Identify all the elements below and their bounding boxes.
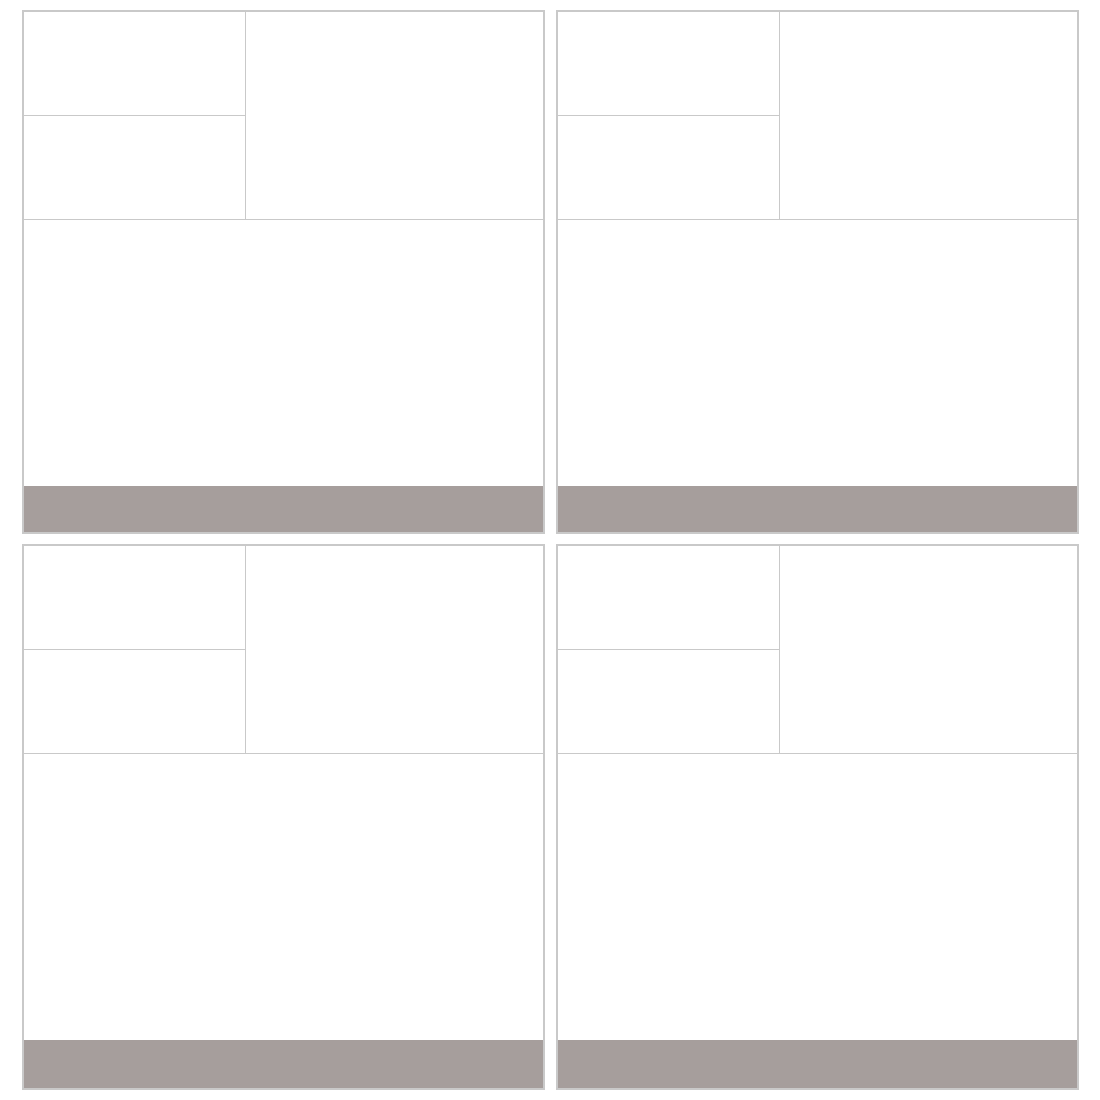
measurement-header [24, 12, 543, 220]
foot-diagram [780, 12, 1077, 220]
usual-size-box [24, 546, 246, 650]
review-card-s [22, 10, 545, 534]
foot-illustration-icon [246, 546, 546, 754]
usual-size-box [558, 12, 780, 116]
measurement-header [558, 546, 1077, 754]
review-card-m [556, 10, 1079, 534]
foot-diagram [246, 12, 543, 220]
foot-diagram [246, 546, 543, 754]
review-card-l [22, 544, 545, 1090]
measurement-header [24, 546, 543, 754]
foot-shape-box [24, 650, 246, 754]
foot-shape-box [558, 116, 780, 220]
usual-size-box [24, 12, 246, 116]
measurement-header [558, 12, 1077, 220]
foot-shape-box [24, 116, 246, 220]
usual-size-box [558, 546, 780, 650]
foot-illustration-icon [780, 546, 1080, 754]
recommendation-bar [24, 1040, 543, 1088]
foot-shape-box [558, 650, 780, 754]
recommendation-bar [558, 486, 1077, 532]
foot-illustration-icon [246, 12, 546, 220]
recommendation-bar [558, 1040, 1077, 1088]
foot-diagram [780, 546, 1077, 754]
foot-illustration-icon [780, 12, 1080, 220]
review-card-ll [556, 544, 1079, 1090]
recommendation-bar [24, 486, 543, 532]
